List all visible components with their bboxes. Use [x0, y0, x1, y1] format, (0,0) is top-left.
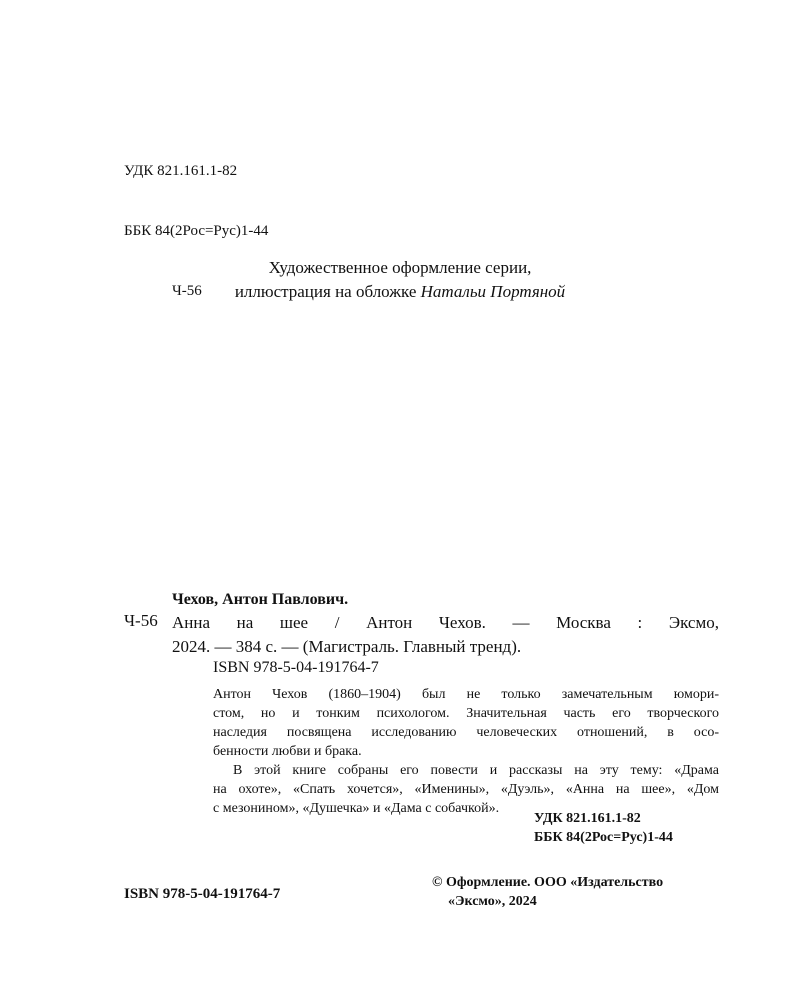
copyright-line1: © Оформление. ООО «Издательство [432, 875, 664, 890]
annotation [213, 685, 719, 818]
annotation-line: Антон Чехов (1860–1904) был не только замечательным юмори- [213, 687, 719, 702]
footer-classification-codes [534, 809, 673, 847]
design-credit-line2 [0, 280, 800, 304]
design-credit-prefix: иллюстрация на обложке [234, 282, 421, 301]
footer-bbk-code: ББК 84(2Рос=Рус)1-44 [534, 830, 673, 845]
annotation-line: бенности любви и брака. [213, 744, 362, 759]
bibliographic-description [172, 611, 719, 659]
annotation-line: стом, но и тонким психологом. Значительная часть его творческого [213, 706, 719, 721]
udk-code: УДК 821.161.1-82 [124, 163, 238, 179]
annotation-line: на охоте», «Спать хочется», «Именины», «Дуэль», «Анна на шее», «Дом [213, 782, 719, 797]
bbk-code: ББК 84(2Рос=Рус)1-44 [124, 223, 269, 239]
copyright-line2: «Эксмо», 2024 [448, 894, 537, 909]
description-line2: 2024. — 384 с. — (Магистраль. Главный тренд). [172, 637, 522, 656]
annotation-line: с мезонином», «Душечка» и «Дама с собачкой». [213, 801, 500, 816]
cutter-code: Ч-56 [172, 283, 202, 299]
artist-name: Натальи Портяной [420, 282, 566, 301]
annotation-line: наследия посвящена исследованию человеческих отношений, в осо- [213, 725, 719, 740]
annotation-paragraph-1 [213, 685, 719, 761]
design-credit [0, 256, 800, 304]
isbn-record: ISBN 978-5-04-191764-7 [213, 659, 379, 676]
annotation-line: В этой книге собраны его повести и рассказы на эту тему: «Драма [233, 763, 719, 778]
footer-udk-code: УДК 821.161.1-82 [534, 811, 641, 826]
copyright-notice [432, 873, 663, 911]
description-line1: Анна на шее / Антон Чехов. — Москва : Эксмо, [172, 613, 719, 632]
design-credit-line1: Художественное оформление серии, [268, 258, 532, 277]
cutter-mark: Ч-56 [124, 611, 158, 630]
author-heading: Чехов, Антон Павлович. [172, 591, 349, 608]
isbn-bottom: ISBN 978-5-04-191764-7 [124, 886, 281, 902]
